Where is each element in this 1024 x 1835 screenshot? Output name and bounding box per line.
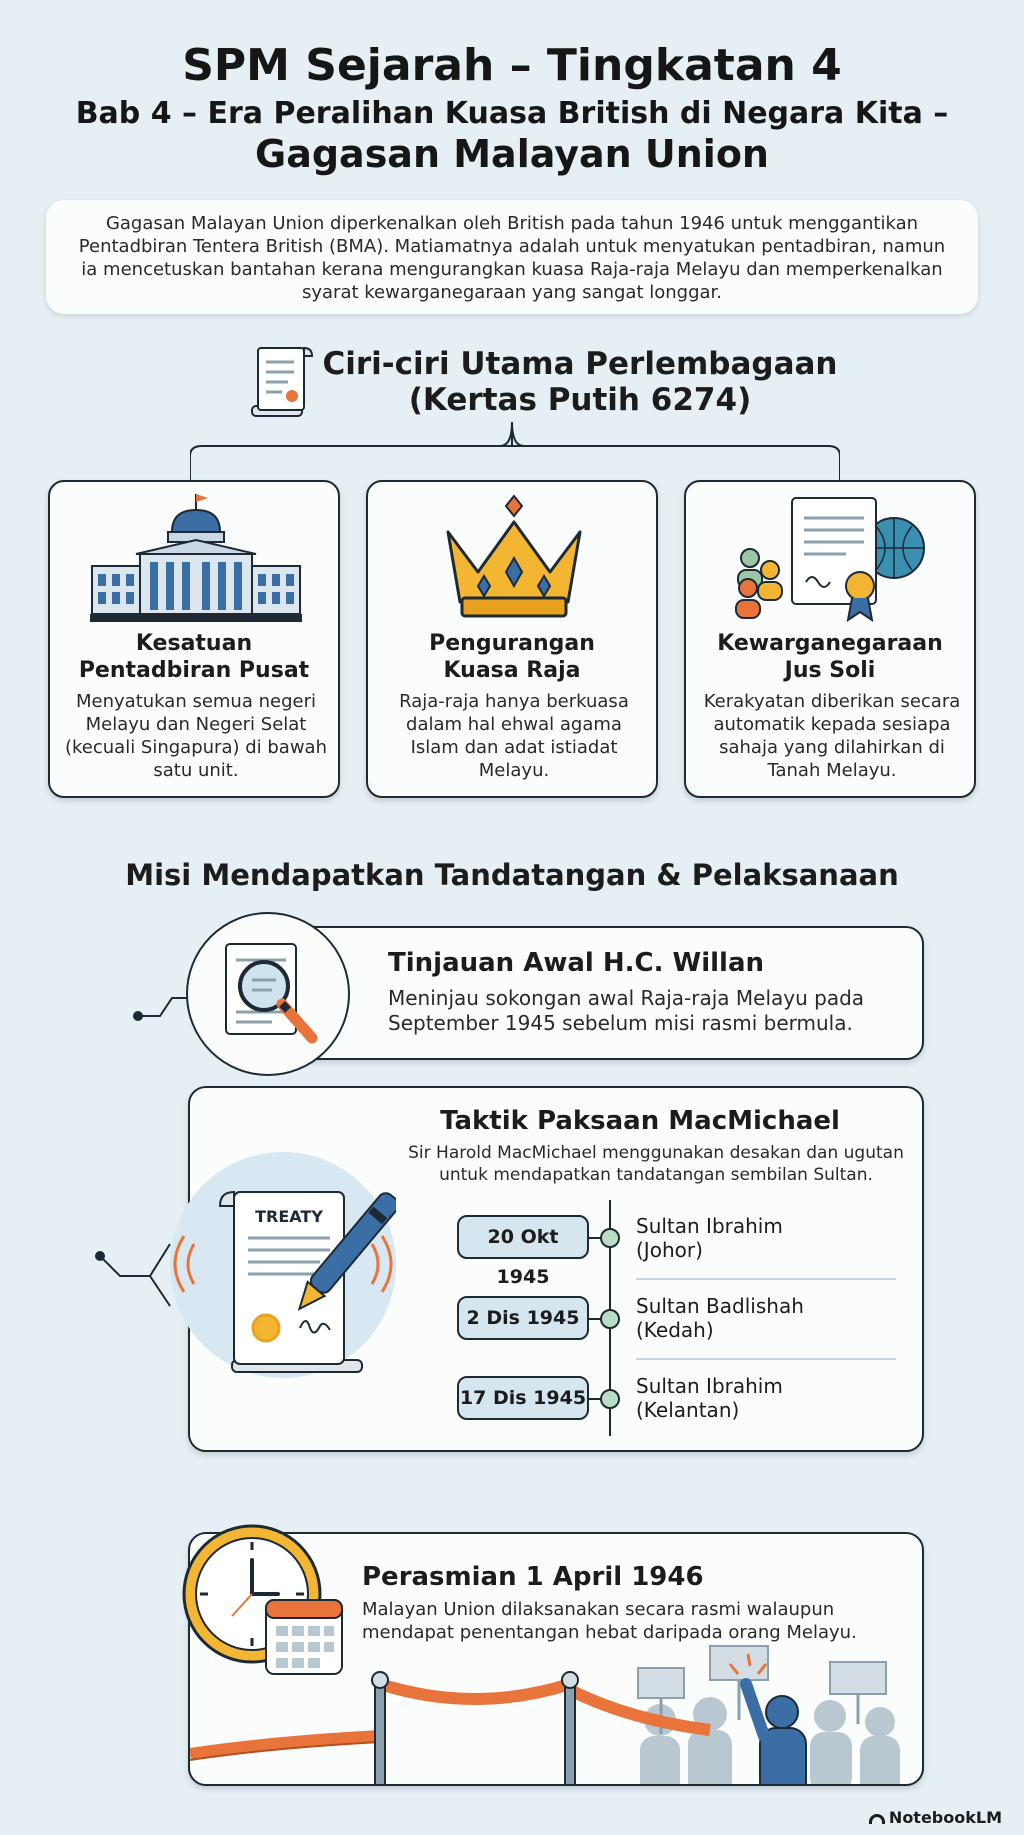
treaty-circle bbox=[170, 1152, 396, 1378]
card-title-line1: Pengurangan bbox=[429, 631, 595, 656]
connector-tree bbox=[190, 418, 840, 482]
feature-card-citizenship bbox=[684, 480, 976, 798]
step-inauguration-title: Perasmian 1 April 1946 bbox=[362, 1562, 704, 1592]
magnifier-document-icon bbox=[216, 938, 324, 1050]
card-title-line2: Jus Soli bbox=[784, 658, 876, 683]
card-title-line1: Kesatuan bbox=[135, 631, 253, 656]
features-heading-line2: (Kertas Putih 6274) bbox=[408, 382, 752, 418]
sultan-state: (Johor) bbox=[636, 1238, 703, 1262]
mission-heading: Misi Mendapatkan Tandatangan & Pelaksanaan bbox=[125, 858, 899, 892]
magnifier-circle bbox=[186, 912, 350, 1076]
step-inauguration-text: Malayan Union dilaksanakan secara rasmi walaupun mendapat penentangan hebat daripada orang Melayu. bbox=[362, 1599, 857, 1643]
notebooklm-logo-icon bbox=[869, 1814, 885, 1824]
timeline-sultan bbox=[636, 1214, 783, 1262]
timeline-divider bbox=[636, 1358, 896, 1360]
card-title bbox=[686, 630, 974, 684]
card-title-line1: Kewarganegaraan bbox=[717, 631, 943, 656]
step-willan-title: Tinjauan Awal H.C. Willan bbox=[388, 948, 764, 978]
card-title bbox=[50, 630, 338, 684]
step-macmichael-title: Taktik Paksaan MacMichael bbox=[440, 1106, 840, 1136]
timeline-sultan bbox=[636, 1294, 804, 1342]
page-subtitle: Bab 4 – Era Peralihan Kuasa British di Negara Kita – bbox=[75, 96, 949, 131]
connector-line bbox=[90, 1240, 180, 1310]
brand-footer bbox=[869, 1808, 1002, 1827]
timeline-sultan bbox=[636, 1374, 783, 1422]
timeline-dot bbox=[600, 1228, 620, 1248]
page-topic: Gagasan Malayan Union bbox=[255, 132, 769, 176]
feature-card-central-administration bbox=[48, 480, 340, 798]
brand-label: NotebookLM bbox=[888, 1808, 1002, 1827]
feature-card-reduced-royal-power bbox=[366, 480, 658, 798]
crown-icon bbox=[408, 492, 620, 627]
timeline-dot bbox=[600, 1309, 620, 1329]
features-heading-line1: Ciri-ciri Utama Perlembagaan bbox=[322, 346, 838, 382]
citizenship-document-icon bbox=[726, 492, 938, 627]
timeline-divider bbox=[636, 1278, 896, 1280]
clock-calendar-icon bbox=[178, 1520, 354, 1680]
treaty-signing-icon bbox=[170, 1152, 396, 1378]
timeline-date: 20 Okt 1945 bbox=[457, 1215, 589, 1259]
step-macmichael-text: Sir Harold MacMichael menggunakan desakan dan ugutan untuk mendapatkan tandatangan sembilan Sultan. bbox=[408, 1143, 904, 1185]
card-text: Kerakyatan diberikan secara automatik kepada sesiapa sahaja yang dilahirkan di Tanah Melayu. bbox=[703, 691, 961, 781]
treaty-label: TREATY bbox=[255, 1207, 323, 1226]
step-willan-text: Meninjau sokongan awal Raja-raja Melayu pada September 1945 sebelum misi rasmi bermula. bbox=[388, 986, 865, 1035]
intro-text: Gagasan Malayan Union diperkenalkan oleh British pada tahun 1946 untuk menggantikan Pentadbiran Tentera British (BMA). Matiamatnya adalah untuk menyatukan pentadbiran, namun ia mencetuskan bantahan kerana mengurangkan kuasa Raja-raja Melayu dan memperkenalkan syarat kewarganegaraan yang sangat longgar. bbox=[78, 213, 946, 303]
document-icon bbox=[244, 344, 316, 420]
card-text: Menyatukan semua negeri Melayu dan Negeri Selat (kecuali Singapura) di bawah satu unit. bbox=[64, 691, 327, 781]
card-title-line2: Pentadbiran Pusat bbox=[78, 658, 310, 683]
sultan-name: Sultan Ibrahim bbox=[636, 1374, 783, 1398]
features-heading bbox=[320, 346, 840, 418]
sultan-state: (Kelantan) bbox=[636, 1398, 740, 1422]
card-title bbox=[368, 630, 656, 684]
card-title-line2: Kuasa Raja bbox=[443, 658, 581, 683]
timeline-dot bbox=[600, 1389, 620, 1409]
card-text: Raja-raja hanya berkuasa dalam hal ehwal agama Islam dan adat istiadat Melayu. bbox=[399, 691, 629, 781]
timeline-date: 2 Dis 1945 bbox=[457, 1296, 589, 1340]
page-title: SPM Sejarah – Tingkatan 4 bbox=[182, 40, 842, 91]
sultan-name: Sultan Ibrahim bbox=[636, 1214, 783, 1238]
government-building-icon bbox=[90, 492, 302, 627]
timeline-date: 17 Dis 1945 bbox=[457, 1376, 589, 1420]
sultan-name: Sultan Badlishah bbox=[636, 1294, 804, 1318]
sultan-state: (Kedah) bbox=[636, 1318, 714, 1342]
intro-box bbox=[46, 200, 978, 314]
